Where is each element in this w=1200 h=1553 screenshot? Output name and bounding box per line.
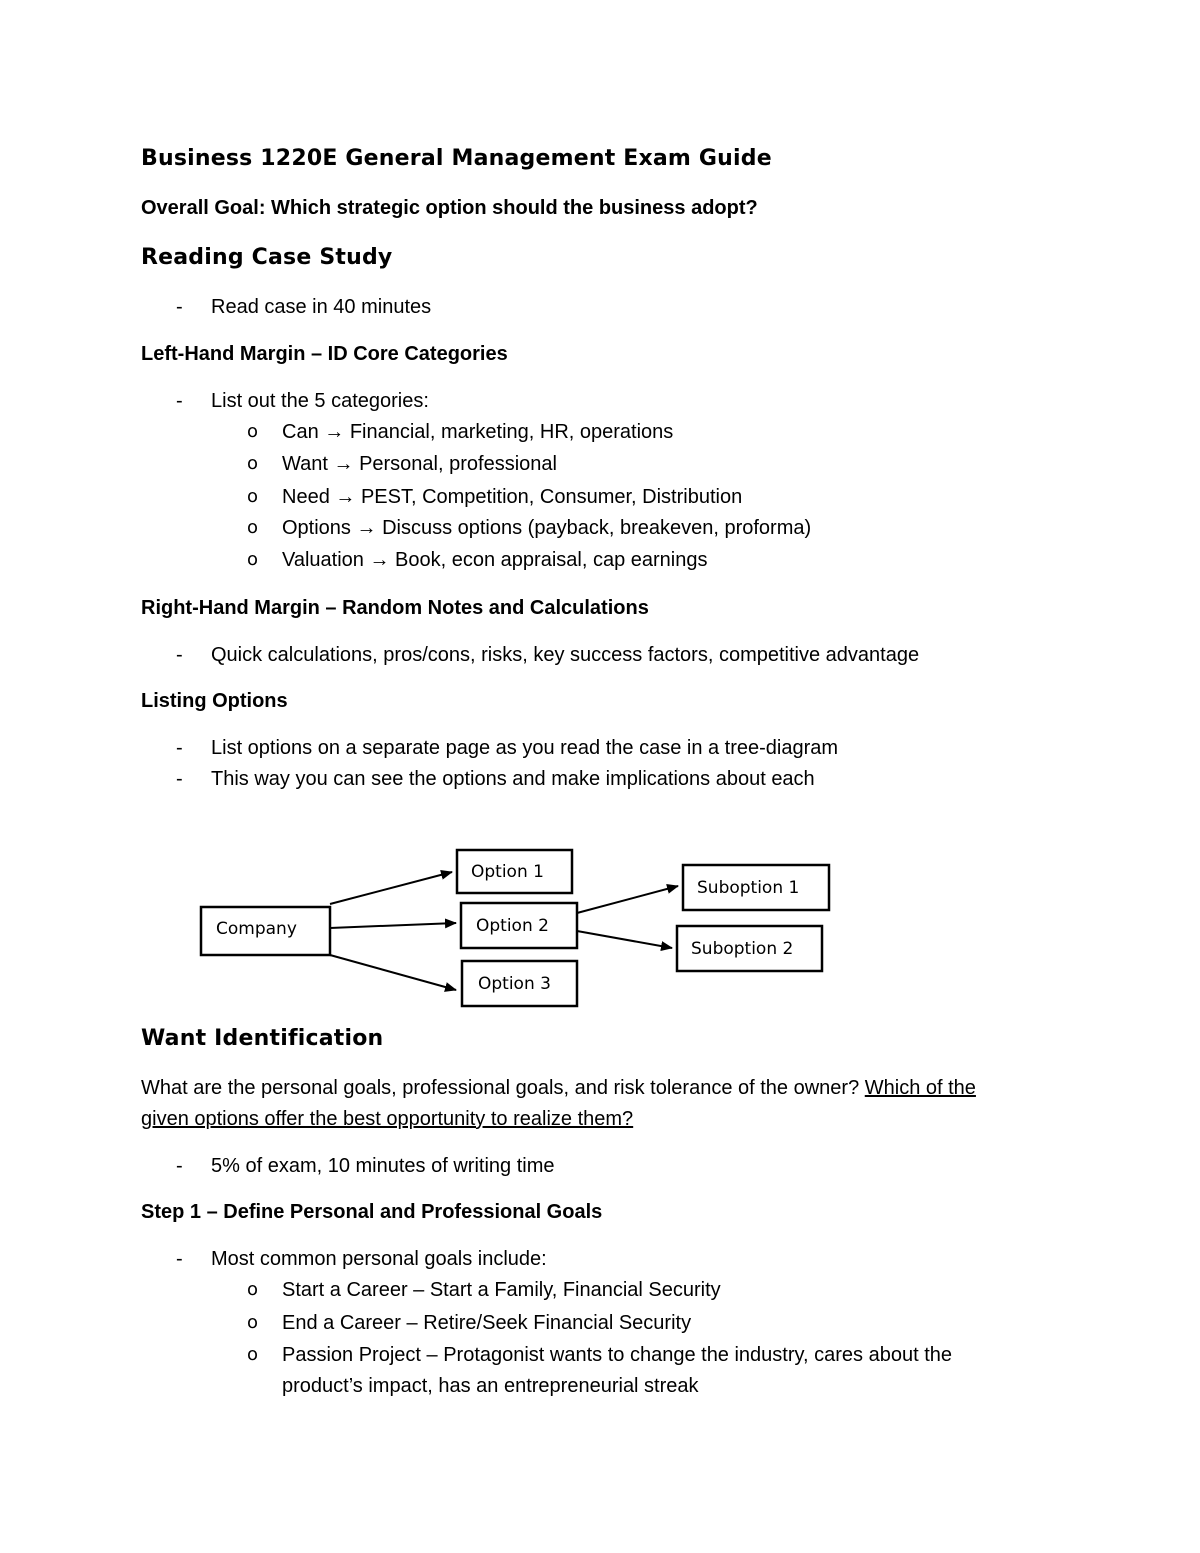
list-item: List out the 5 categories: xyxy=(211,390,429,412)
bullet-marker: o xyxy=(247,549,259,570)
category-label: Need xyxy=(282,486,330,508)
category-detail: Discuss options (payback, breakeven, proforma) xyxy=(382,517,812,539)
option2-label: Option 2 xyxy=(476,916,549,936)
bullet-marker: o xyxy=(247,1279,259,1300)
list-item: 5% of exam, 10 minutes of writing time xyxy=(211,1155,555,1177)
option1-label: Option 1 xyxy=(471,862,544,882)
goal-item: Start a Career – Start a Family, Financial Security xyxy=(282,1279,721,1301)
option3-label: Option 3 xyxy=(478,974,551,994)
list-item: Quick calculations, pros/cons, risks, key success factors, competitive advantage xyxy=(211,644,920,666)
arrow-icon: → xyxy=(333,453,354,475)
arrow-company-option1 xyxy=(330,872,452,904)
list-item: Most common personal goals include: xyxy=(211,1248,547,1270)
dash-marker: - xyxy=(176,296,183,318)
arrow-company-option3 xyxy=(330,955,456,990)
bullet-marker: o xyxy=(247,486,259,507)
category-detail: Book, econ appraisal, cap earnings xyxy=(395,549,708,571)
dash-marker: - xyxy=(176,737,183,759)
bullet-marker: o xyxy=(247,453,259,474)
category-label: Options xyxy=(282,517,351,539)
arrow-icon: → xyxy=(324,421,345,443)
bullet-marker: o xyxy=(247,1344,259,1365)
bullet-marker: o xyxy=(247,517,259,538)
want-question-line1 xyxy=(141,1076,976,1100)
goal-item-continued: product’s impact, has an entrepreneurial streak xyxy=(282,1375,699,1397)
overall-goal: Overall Goal: Which strategic option should the business adopt? xyxy=(141,197,758,219)
goal-item: End a Career – Retire/Seek Financial Security xyxy=(282,1312,692,1334)
want-question-emphasis: given options offer the best opportunity to realize them? xyxy=(141,1108,634,1130)
suboption2-label: Suboption 2 xyxy=(691,939,794,959)
arrow-icon: → xyxy=(356,517,377,539)
arrow-icon: → xyxy=(369,549,390,571)
page-title: Business 1220E General Management Exam Guide xyxy=(141,146,772,171)
arrow-company-option2 xyxy=(330,923,456,928)
dash-marker: - xyxy=(176,768,183,790)
left-margin-heading: Left-Hand Margin – ID Core Categories xyxy=(141,343,508,365)
listing-options-heading: Listing Options xyxy=(141,690,288,712)
dash-marker: - xyxy=(176,390,183,412)
want-question-emphasis: Which of the xyxy=(864,1077,976,1099)
dash-marker: - xyxy=(176,1248,183,1270)
want-question: What are the personal goals, professional goals, and risk tolerance of the owner? xyxy=(141,1077,860,1099)
dash-marker: - xyxy=(176,644,183,666)
dash-marker: - xyxy=(176,1155,183,1177)
arrow-option2-suboption2 xyxy=(577,931,672,948)
company-label: Company xyxy=(216,919,297,939)
category-label: Can xyxy=(282,421,319,443)
category-label: Valuation xyxy=(282,549,364,571)
category-detail: PEST, Competition, Consumer, Distribution xyxy=(360,486,743,508)
step1-heading: Step 1 – Define Personal and Professional Goals xyxy=(141,1201,603,1223)
reading-heading: Reading Case Study xyxy=(141,245,393,270)
suboption1-label: Suboption 1 xyxy=(697,878,800,898)
list-item: List options on a separate page as you read the case in a tree-diagram xyxy=(211,737,839,759)
want-heading: Want Identification xyxy=(141,1026,384,1051)
category-detail: Financial, marketing, HR, operations xyxy=(349,421,674,443)
bullet-marker: o xyxy=(247,421,259,442)
right-margin-heading: Right-Hand Margin – Random Notes and Calculations xyxy=(141,597,649,619)
list-item: Read case in 40 minutes xyxy=(211,296,432,318)
goal-item: Passion Project – Protagonist wants to change the industry, cares about the xyxy=(282,1344,953,1366)
category-detail: Personal, professional xyxy=(359,453,557,475)
category-label: Want xyxy=(282,453,328,475)
arrow-option2-suboption1 xyxy=(577,886,678,913)
bullet-marker: o xyxy=(247,1312,259,1333)
list-item: This way you can see the options and make implications about each xyxy=(211,768,815,790)
arrow-icon: → xyxy=(335,486,356,508)
